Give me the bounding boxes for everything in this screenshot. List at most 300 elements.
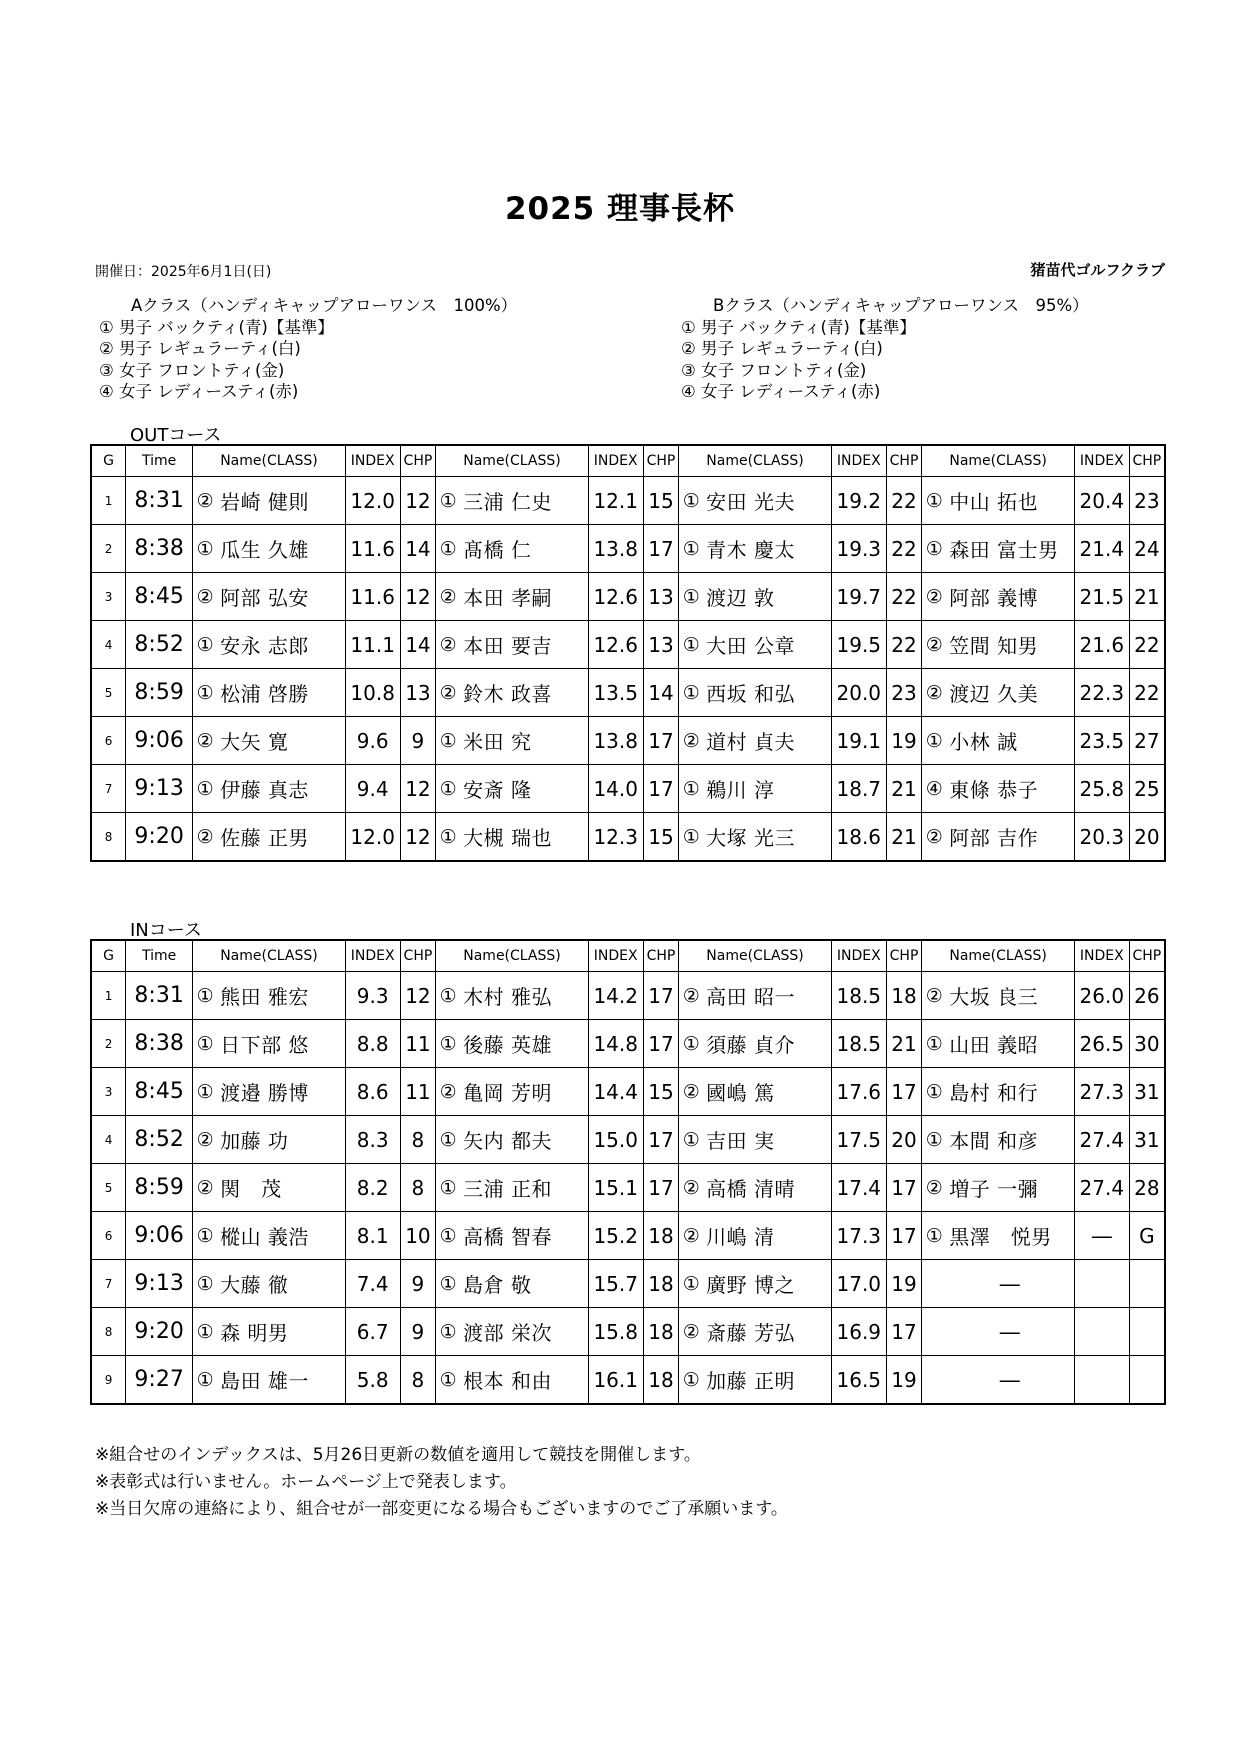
player-index: 27.4 [1074, 1164, 1129, 1212]
player-chp: 17 [886, 1308, 922, 1356]
class-marker: ② [922, 1164, 946, 1212]
header-index: INDEX [1074, 940, 1129, 972]
player-name: 髙橋 仁 [460, 525, 588, 573]
header-chp: CHP [400, 940, 436, 972]
player-chp: 22 [886, 573, 922, 621]
player-chp: 23 [886, 669, 922, 717]
player-index: 15.1 [588, 1164, 643, 1212]
header-chp: CHP [643, 940, 679, 972]
player-index: 14.8 [588, 1020, 643, 1068]
player-chp: 31 [1129, 1068, 1165, 1116]
group-number: 6 [91, 1212, 126, 1260]
class-marker: ① [436, 765, 460, 813]
player-chp: 25 [1129, 765, 1165, 813]
event-date: 開催日：2025年6月1日(日) [95, 264, 272, 280]
player-chp: 28 [1129, 1164, 1165, 1212]
class-marker: ② [922, 669, 946, 717]
player-name: 矢内 都夫 [460, 1116, 588, 1164]
out-course-label: OUTコース [130, 425, 222, 446]
player-index: 17.0 [831, 1260, 886, 1308]
player-name: 樅山 義浩 [217, 1212, 345, 1260]
player-index: 15.0 [588, 1116, 643, 1164]
class-marker: ① [193, 1068, 217, 1116]
table-row [91, 621, 1165, 669]
player-index: 8.1 [345, 1212, 400, 1260]
player-index: 13.5 [588, 669, 643, 717]
table-row [91, 765, 1165, 813]
player-index: 25.8 [1074, 765, 1129, 813]
player-index: 8.2 [345, 1164, 400, 1212]
class-marker: ② [922, 813, 946, 862]
note-line: ※表彰式は行いません。ホームページ上で発表します。 [95, 1472, 517, 1492]
player-index: 20.3 [1074, 813, 1129, 862]
header-row [91, 940, 1165, 972]
player-chp: 23 [1129, 477, 1165, 525]
player-chp: 18 [643, 1212, 679, 1260]
class-marker: ① [193, 669, 217, 717]
player-index: 9.4 [345, 765, 400, 813]
group-number: 1 [91, 972, 126, 1020]
player-index: 11.6 [345, 525, 400, 573]
group-number: 3 [91, 1068, 126, 1116]
tee-time: 8:59 [126, 669, 193, 717]
player-name: 小林 誠 [946, 717, 1074, 765]
player-index: 17.5 [831, 1116, 886, 1164]
player-index: 14.4 [588, 1068, 643, 1116]
player-name: 根本 和由 [460, 1356, 588, 1405]
player-index: 19.7 [831, 573, 886, 621]
class-marker: ② [679, 1164, 703, 1212]
class-marker: ① [436, 717, 460, 765]
class-marker: ① [922, 1020, 946, 1068]
class-marker: ① [193, 621, 217, 669]
tee-time: 9:06 [126, 1212, 193, 1260]
player-name: 亀岡 芳明 [460, 1068, 588, 1116]
tee-time: 8:45 [126, 573, 193, 621]
player-index: 8.6 [345, 1068, 400, 1116]
player-index: 20.4 [1074, 477, 1129, 525]
player-chp: 17 [886, 1068, 922, 1116]
header-index: INDEX [831, 445, 886, 477]
player-index: 16.1 [588, 1356, 643, 1405]
class-b-item: ③ 女子 フロントティ(金) [681, 360, 867, 380]
note-line: ※組合せのインデックスは、5月26日更新の数値を適用して競技を開催します。 [95, 1445, 701, 1465]
player-chp: 9 [400, 1308, 436, 1356]
class-marker: ② [922, 972, 946, 1020]
player-name: 廣野 博之 [703, 1260, 831, 1308]
class-marker: ① [922, 525, 946, 573]
player-name: 加藤 正明 [703, 1356, 831, 1405]
class-marker [922, 1308, 946, 1356]
table-row [91, 1308, 1165, 1356]
player-name: 大坂 良三 [946, 972, 1074, 1020]
player-name: 鵜川 淳 [703, 765, 831, 813]
group-number: 4 [91, 621, 126, 669]
class-marker: ① [679, 573, 703, 621]
table-row [91, 1212, 1165, 1260]
header-name: Name(CLASS) [193, 940, 346, 972]
player-name: 大田 公章 [703, 621, 831, 669]
table-row [91, 525, 1165, 573]
class-marker: ① [436, 1164, 460, 1212]
club-name: 猪苗代ゴルフクラブ [1030, 261, 1165, 279]
class-marker: ④ [922, 765, 946, 813]
header-chp: CHP [886, 940, 922, 972]
class-marker: ② [922, 621, 946, 669]
player-name: 渡部 栄次 [460, 1308, 588, 1356]
player-chp: 10 [400, 1212, 436, 1260]
group-number: 4 [91, 1116, 126, 1164]
class-marker: ① [193, 1308, 217, 1356]
player-chp: 22 [1129, 621, 1165, 669]
player-chp: 11 [400, 1068, 436, 1116]
player-name: 島村 和行 [946, 1068, 1074, 1116]
class-a-info [99, 295, 517, 403]
player-name: 関 茂 [217, 1164, 345, 1212]
class-marker: ② [922, 573, 946, 621]
player-index: 27.3 [1074, 1068, 1129, 1116]
player-index: 19.1 [831, 717, 886, 765]
player-index: 12.0 [345, 813, 400, 862]
player-chp: 30 [1129, 1020, 1165, 1068]
player-index: 19.2 [831, 477, 886, 525]
player-name: 東條 恭子 [946, 765, 1074, 813]
table-row [91, 972, 1165, 1020]
player-chp: 21 [1129, 573, 1165, 621]
player-name: 道村 貞夫 [703, 717, 831, 765]
group-number: 2 [91, 1020, 126, 1068]
player-index: 19.3 [831, 525, 886, 573]
player-name: 鈴木 政喜 [460, 669, 588, 717]
player-chp: 17 [643, 1164, 679, 1212]
player-name: 山田 義昭 [946, 1020, 1074, 1068]
player-name: 本田 孝嗣 [460, 573, 588, 621]
class-marker: ① [193, 1260, 217, 1308]
player-name: 大槻 瑞也 [460, 813, 588, 862]
header-time: Time [126, 940, 193, 972]
player-index: 19.5 [831, 621, 886, 669]
player-name: 國嶋 篤 [703, 1068, 831, 1116]
player-chp: 8 [400, 1116, 436, 1164]
class-marker: ① [193, 1356, 217, 1405]
class-marker: ② [679, 972, 703, 1020]
player-name: 笠間 知男 [946, 621, 1074, 669]
player-index: 17.6 [831, 1068, 886, 1116]
table-row [91, 1068, 1165, 1116]
player-chp: 19 [886, 1356, 922, 1405]
player-index: 20.0 [831, 669, 886, 717]
class-marker: ② [193, 1116, 217, 1164]
header-name: Name(CLASS) [436, 940, 589, 972]
class-marker: ① [922, 1068, 946, 1116]
tee-time: 8:38 [126, 525, 193, 573]
player-chp: 12 [400, 813, 436, 862]
class-marker: ① [193, 525, 217, 573]
class-marker: ① [436, 1212, 460, 1260]
player-name: 黒澤 悦男 [946, 1212, 1074, 1260]
player-name: 大塚 光三 [703, 813, 831, 862]
player-chp: 8 [400, 1356, 436, 1405]
player-chp: 12 [400, 477, 436, 525]
header-chp: CHP [886, 445, 922, 477]
player-index: 18.7 [831, 765, 886, 813]
player-index: 12.0 [345, 477, 400, 525]
group-number: 1 [91, 477, 126, 525]
player-chp: 22 [886, 477, 922, 525]
player-chp: 12 [400, 573, 436, 621]
player-chp: 22 [886, 525, 922, 573]
player-chp: 17 [643, 972, 679, 1020]
class-marker: ② [679, 1212, 703, 1260]
player-chp: 21 [886, 1020, 922, 1068]
player-chp: 8 [400, 1164, 436, 1212]
class-marker: ② [436, 669, 460, 717]
player-chp: 9 [400, 1260, 436, 1308]
player-name: 安永 志郎 [217, 621, 345, 669]
player-name: 大矢 寛 [217, 717, 345, 765]
header-name: Name(CLASS) [922, 940, 1075, 972]
class-marker: ① [193, 972, 217, 1020]
player-chp: 17 [886, 1164, 922, 1212]
player-index: 10.8 [345, 669, 400, 717]
table-row [91, 573, 1165, 621]
table-row [91, 717, 1165, 765]
player-index: 8.8 [345, 1020, 400, 1068]
player-chp: 15 [643, 477, 679, 525]
player-name: 三浦 正和 [460, 1164, 588, 1212]
player-chp: 22 [1129, 669, 1165, 717]
player-index: 22.3 [1074, 669, 1129, 717]
player-name: 森田 富士男 [946, 525, 1074, 573]
group-number: 2 [91, 525, 126, 573]
header-index: INDEX [345, 940, 400, 972]
player-name: ― [946, 1356, 1074, 1405]
player-index: 26.0 [1074, 972, 1129, 1020]
player-index: 6.7 [345, 1308, 400, 1356]
player-index: 12.6 [588, 573, 643, 621]
player-index [1074, 1260, 1129, 1308]
class-b-item: ② 男子 レギュラーティ(白) [681, 339, 883, 358]
player-index [1074, 1356, 1129, 1405]
player-chp: 17 [643, 1116, 679, 1164]
class-a-item: ② 男子 レギュラーティ(白) [99, 339, 301, 358]
class-marker: ① [679, 1260, 703, 1308]
class-marker: ② [193, 717, 217, 765]
player-index: 12.1 [588, 477, 643, 525]
group-number: 9 [91, 1356, 126, 1405]
header-row [91, 445, 1165, 477]
group-number: 8 [91, 1308, 126, 1356]
class-marker: ① [679, 621, 703, 669]
tee-time: 9:20 [126, 813, 193, 862]
class-marker: ① [436, 1356, 460, 1405]
player-name: 佐藤 正男 [217, 813, 345, 862]
player-name: 熊田 雅宏 [217, 972, 345, 1020]
player-chp: 22 [886, 621, 922, 669]
player-index: 12.6 [588, 621, 643, 669]
player-index: 26.5 [1074, 1020, 1129, 1068]
player-chp: 24 [1129, 525, 1165, 573]
player-chp: 18 [643, 1260, 679, 1308]
player-index: 18.5 [831, 1020, 886, 1068]
class-marker: ② [436, 1068, 460, 1116]
tee-time: 8:52 [126, 621, 193, 669]
group-number: 3 [91, 573, 126, 621]
player-name: 渡辺 敦 [703, 573, 831, 621]
player-name: 本間 和彦 [946, 1116, 1074, 1164]
player-name: 後藤 英雄 [460, 1020, 588, 1068]
class-marker: ① [922, 1116, 946, 1164]
player-name: ― [946, 1260, 1074, 1308]
group-number: 7 [91, 765, 126, 813]
player-index [1074, 1308, 1129, 1356]
player-chp: 27 [1129, 717, 1165, 765]
in-course-label: INコース [130, 920, 202, 941]
table-row [91, 1164, 1165, 1212]
player-name: 渡辺 久美 [946, 669, 1074, 717]
player-name: 安田 光夫 [703, 477, 831, 525]
player-index: 21.5 [1074, 573, 1129, 621]
class-marker: ① [679, 525, 703, 573]
player-chp: 19 [886, 1260, 922, 1308]
group-number: 7 [91, 1260, 126, 1308]
class-a-header: Aクラス（ハンディキャップアローワンス 100%） [131, 296, 518, 315]
group-number: 5 [91, 1164, 126, 1212]
player-index: 18.5 [831, 972, 886, 1020]
table-row [91, 1260, 1165, 1308]
player-chp: 18 [643, 1308, 679, 1356]
player-name: 渡邉 勝博 [217, 1068, 345, 1116]
player-chp: 13 [400, 669, 436, 717]
player-index: 16.9 [831, 1308, 886, 1356]
player-chp: 11 [400, 1020, 436, 1068]
header-index: INDEX [831, 940, 886, 972]
table-row [91, 1356, 1165, 1405]
player-chp: 17 [643, 1020, 679, 1068]
tee-time: 9:06 [126, 717, 193, 765]
player-name: 安斎 隆 [460, 765, 588, 813]
player-name: ― [946, 1308, 1074, 1356]
player-chp: 21 [886, 813, 922, 862]
player-name: 加藤 功 [217, 1116, 345, 1164]
class-marker: ① [679, 1116, 703, 1164]
player-name: 大藤 徹 [217, 1260, 345, 1308]
player-name: 瓜生 久雄 [217, 525, 345, 573]
player-chp: 17 [643, 765, 679, 813]
player-name: 森 明男 [217, 1308, 345, 1356]
table-row [91, 813, 1165, 862]
player-chp: 31 [1129, 1116, 1165, 1164]
class-marker: ① [922, 477, 946, 525]
header-time: Time [126, 445, 193, 477]
player-index: 13.8 [588, 525, 643, 573]
in-course-table [90, 939, 1166, 1405]
tee-time: 9:13 [126, 765, 193, 813]
tee-time: 9:13 [126, 1260, 193, 1308]
player-name: 阿部 吉作 [946, 813, 1074, 862]
class-marker: ① [679, 1020, 703, 1068]
header-index: INDEX [345, 445, 400, 477]
class-marker: ② [193, 813, 217, 862]
player-name: 中山 拓也 [946, 477, 1074, 525]
class-marker [922, 1260, 946, 1308]
class-marker: ① [436, 525, 460, 573]
player-index: 21.6 [1074, 621, 1129, 669]
header-chp: CHP [1129, 445, 1165, 477]
player-chp: 13 [643, 621, 679, 669]
class-marker: ② [436, 621, 460, 669]
player-name: 吉田 実 [703, 1116, 831, 1164]
header-name: Name(CLASS) [922, 445, 1075, 477]
class-b-header: Bクラス（ハンディキャップアローワンス 95%） [713, 296, 1089, 315]
player-name: 日下部 悠 [217, 1020, 345, 1068]
player-chp: 14 [643, 669, 679, 717]
class-marker: ① [679, 813, 703, 862]
header-chp: CHP [1129, 940, 1165, 972]
table-row [91, 477, 1165, 525]
class-marker: ① [922, 1212, 946, 1260]
player-index: 5.8 [345, 1356, 400, 1405]
player-chp: 20 [1129, 813, 1165, 862]
class-a-item: ③ 女子 フロントティ(金) [99, 360, 285, 380]
player-name: 阿部 義博 [946, 573, 1074, 621]
class-marker: ① [193, 1212, 217, 1260]
player-name: 増子 一彌 [946, 1164, 1074, 1212]
class-marker: ① [193, 1020, 217, 1068]
class-marker: ② [679, 1068, 703, 1116]
player-chp: 14 [400, 621, 436, 669]
player-chp: 14 [400, 525, 436, 573]
table-row [91, 1116, 1165, 1164]
player-name: 松浦 啓勝 [217, 669, 345, 717]
class-marker [922, 1356, 946, 1405]
header-chp: CHP [400, 445, 436, 477]
class-marker: ① [679, 669, 703, 717]
player-index: ― [1074, 1212, 1129, 1260]
player-name: 高田 昭一 [703, 972, 831, 1020]
class-marker: ① [679, 765, 703, 813]
player-index: 21.4 [1074, 525, 1129, 573]
class-b-info [681, 295, 1089, 403]
tee-time: 9:27 [126, 1356, 193, 1405]
class-a-item: ① 男子 バックティ(青)【基準】 [99, 317, 334, 337]
class-a-item: ④ 女子 レディースティ(赤) [99, 382, 299, 401]
player-index: 23.5 [1074, 717, 1129, 765]
class-marker: ② [193, 573, 217, 621]
player-chp: 26 [1129, 972, 1165, 1020]
group-number: 8 [91, 813, 126, 862]
player-index: 8.3 [345, 1116, 400, 1164]
player-chp: G [1129, 1212, 1165, 1260]
notes [95, 1442, 788, 1523]
class-marker: ① [193, 765, 217, 813]
player-name: 三浦 仁史 [460, 477, 588, 525]
player-index: 14.0 [588, 765, 643, 813]
player-index: 7.4 [345, 1260, 400, 1308]
header-index: INDEX [588, 940, 643, 972]
player-index: 17.4 [831, 1164, 886, 1212]
player-index: 27.4 [1074, 1116, 1129, 1164]
tee-time: 8:52 [126, 1116, 193, 1164]
page-title: 2025 理事長杯 [504, 191, 736, 227]
player-name: 西坂 和弘 [703, 669, 831, 717]
table-row [91, 1020, 1165, 1068]
class-marker: ① [436, 1260, 460, 1308]
class-marker: ② [193, 477, 217, 525]
player-chp: 17 [886, 1212, 922, 1260]
class-marker: ① [436, 477, 460, 525]
group-number: 6 [91, 717, 126, 765]
